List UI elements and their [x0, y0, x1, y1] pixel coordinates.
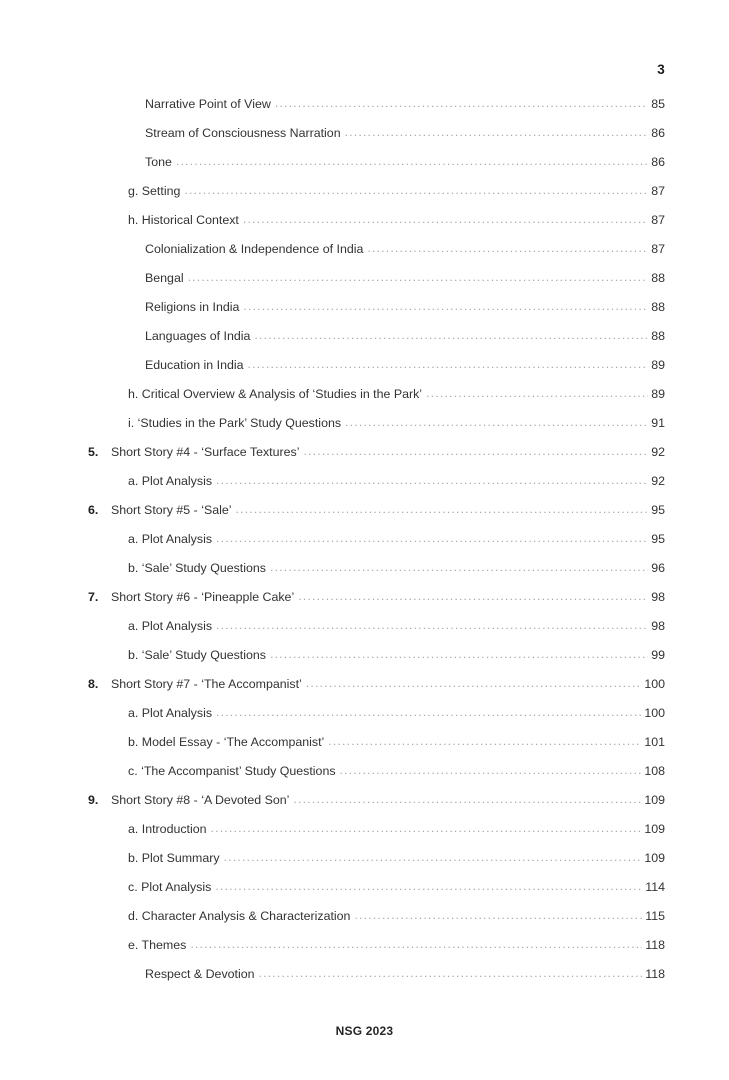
toc-entry[interactable] [0, 328, 729, 357]
toc-entry-page-number: 108 [644, 764, 665, 778]
toc-entry[interactable] [0, 879, 729, 908]
toc-entry-number: 9. [88, 793, 99, 807]
toc-entry[interactable] [0, 415, 729, 444]
toc-entry-title: c. ‘The Accompanist’ Study Questions [128, 764, 336, 778]
toc-entry[interactable] [0, 618, 729, 647]
dot-leader [236, 502, 649, 514]
toc-entry[interactable] [0, 183, 729, 212]
toc-entry[interactable] [0, 908, 729, 937]
toc-entry-title: h. Critical Overview & Analysis of ‘Studies in the Park’ [128, 387, 423, 401]
toc-entry-title: b. ‘Sale’ Study Questions [128, 648, 266, 662]
toc-entry-title: a. Plot Analysis [128, 706, 213, 720]
toc-entry-title: a. Plot Analysis [128, 619, 213, 633]
toc-entry-page-number: 109 [644, 793, 665, 807]
dot-leader [215, 879, 642, 891]
toc-entry[interactable] [0, 647, 729, 676]
toc-entry[interactable] [0, 357, 729, 386]
toc-entry[interactable] [0, 531, 729, 560]
toc-entry[interactable] [0, 299, 729, 328]
toc-entry-title: Short Story #6 - ‘Pineapple Cake’ [111, 590, 295, 604]
toc-entry[interactable] [0, 96, 729, 125]
toc-entry-title: Colonialization & Independence of India [145, 242, 364, 256]
dot-leader [224, 850, 642, 862]
dot-leader [216, 705, 641, 717]
toc-entry-page-number: 114 [645, 880, 665, 894]
toc-entry-title: Short Story #5 - ‘Sale’ [111, 503, 232, 517]
toc-entry-page-number: 109 [644, 851, 665, 865]
toc-entry[interactable] [0, 763, 729, 792]
toc-entry-page-number: 85 [651, 97, 665, 111]
toc-entry-page-number: 118 [645, 967, 665, 981]
toc-entry[interactable] [0, 212, 729, 241]
toc-entry-page-number: 99 [651, 648, 665, 662]
dot-leader [306, 676, 642, 688]
toc-entry-page-number: 89 [651, 387, 665, 401]
dot-leader [426, 386, 648, 398]
dot-leader [184, 183, 648, 195]
dot-leader [216, 618, 648, 630]
toc-entry-page-number: 92 [651, 445, 665, 459]
toc-entry-page-number: 86 [651, 126, 665, 140]
toc-entry-number: 5. [88, 445, 99, 459]
toc-entry-page-number: 115 [645, 909, 665, 923]
page-number-header: 3 [657, 62, 665, 77]
dot-leader [190, 937, 642, 949]
toc-entry-title: e. Themes [128, 938, 187, 952]
toc-entry-page-number: 95 [651, 532, 665, 546]
dot-leader [216, 473, 648, 485]
toc-entry-title: Religions in India [145, 300, 240, 314]
toc-entry[interactable] [0, 241, 729, 270]
toc-entry-page-number: 89 [651, 358, 665, 372]
dot-leader [211, 821, 642, 833]
toc-entry-title: b. Model Essay - ‘The Accompanist’ [128, 735, 325, 749]
toc-entry[interactable] [0, 966, 729, 995]
toc-entry[interactable] [0, 589, 729, 618]
toc-entry[interactable] [0, 444, 729, 473]
dot-leader [188, 270, 649, 282]
toc-entry-title: a. Plot Analysis [128, 474, 213, 488]
dot-leader [176, 154, 648, 166]
toc-entry-title: Respect & Devotion [145, 967, 255, 981]
toc-entry-title: b. Plot Summary [128, 851, 220, 865]
dot-leader [345, 415, 648, 427]
dot-leader [259, 966, 643, 978]
toc-entry-page-number: 91 [651, 416, 665, 430]
dot-leader [243, 212, 648, 224]
toc-entry-title: Stream of Consciousness Narration [145, 126, 341, 140]
toc-entry-title: g. Setting [128, 184, 181, 198]
toc-entry-page-number: 86 [651, 155, 665, 169]
toc-entry-page-number: 95 [651, 503, 665, 517]
toc-entry-page-number: 118 [645, 938, 665, 952]
toc-entry[interactable] [0, 705, 729, 734]
toc-entry-title: Tone [145, 155, 172, 169]
toc-entry-title: Bengal [145, 271, 184, 285]
toc-entry-title: a. Plot Analysis [128, 532, 213, 546]
toc-entry-title: c. Plot Analysis [128, 880, 212, 894]
toc-entry-page-number: 98 [651, 590, 665, 604]
toc-entry-page-number: 109 [644, 822, 665, 836]
dot-leader [345, 125, 649, 137]
toc-entry-title: Narrative Point of View [145, 97, 271, 111]
toc-entry-page-number: 88 [651, 329, 665, 343]
toc-entry[interactable] [0, 792, 729, 821]
toc-entry[interactable] [0, 560, 729, 589]
dot-leader [248, 357, 649, 369]
toc-entry[interactable] [0, 502, 729, 531]
dot-leader [303, 444, 648, 456]
dot-leader [298, 589, 648, 601]
toc-entry-number: 7. [88, 590, 99, 604]
toc-entry-page-number: 87 [651, 184, 665, 198]
toc-entry[interactable] [0, 386, 729, 415]
toc-entry-page-number: 96 [651, 561, 665, 575]
toc-entry-title: Education in India [145, 358, 244, 372]
toc-entry-title: Short Story #8 - ‘A Devoted Son’ [111, 793, 290, 807]
table-of-contents [0, 96, 729, 995]
toc-entry-title: d. Character Analysis & Characterization [128, 909, 351, 923]
dot-leader [340, 763, 642, 775]
toc-entry-page-number: 100 [644, 706, 665, 720]
dot-leader [354, 908, 642, 920]
dot-leader [367, 241, 648, 253]
toc-entry-page-number: 87 [651, 242, 665, 256]
toc-entry-title: b. ‘Sale’ Study Questions [128, 561, 266, 575]
dot-leader [328, 734, 641, 746]
dot-leader [243, 299, 648, 311]
toc-entry[interactable] [0, 676, 729, 705]
toc-entry-number: 6. [88, 503, 99, 517]
toc-entry[interactable] [0, 937, 729, 966]
dot-leader [254, 328, 648, 340]
dot-leader [293, 792, 641, 804]
toc-entry-title: Languages of India [145, 329, 251, 343]
toc-entry[interactable] [0, 154, 729, 183]
toc-entry[interactable] [0, 125, 729, 154]
toc-entry-title: i. ‘Studies in the Park’ Study Questions [128, 416, 342, 430]
dot-leader [216, 531, 648, 543]
toc-entry[interactable] [0, 473, 729, 502]
toc-entry[interactable] [0, 734, 729, 763]
dot-leader [270, 560, 648, 572]
toc-entry-title: Short Story #7 - ‘The Accompanist’ [111, 677, 302, 691]
toc-entry-number: 8. [88, 677, 99, 691]
page-footer: NSG 2023 [335, 1024, 394, 1038]
toc-entry-title: Short Story #4 - ‘Surface Textures’ [111, 445, 300, 459]
toc-entry[interactable] [0, 821, 729, 850]
toc-entry-page-number: 98 [651, 619, 665, 633]
toc-entry-title: a. Introduction [128, 822, 207, 836]
toc-entry-page-number: 88 [651, 300, 665, 314]
toc-entry[interactable] [0, 270, 729, 299]
toc-entry-page-number: 100 [644, 677, 665, 691]
toc-entry-page-number: 88 [651, 271, 665, 285]
toc-entry-page-number: 101 [644, 735, 665, 749]
toc-entry-page-number: 92 [651, 474, 665, 488]
toc-entry[interactable] [0, 850, 729, 879]
toc-entry-title: h. Historical Context [128, 213, 239, 227]
dot-leader [275, 96, 648, 108]
dot-leader [270, 647, 648, 659]
toc-entry-page-number: 87 [651, 213, 665, 227]
